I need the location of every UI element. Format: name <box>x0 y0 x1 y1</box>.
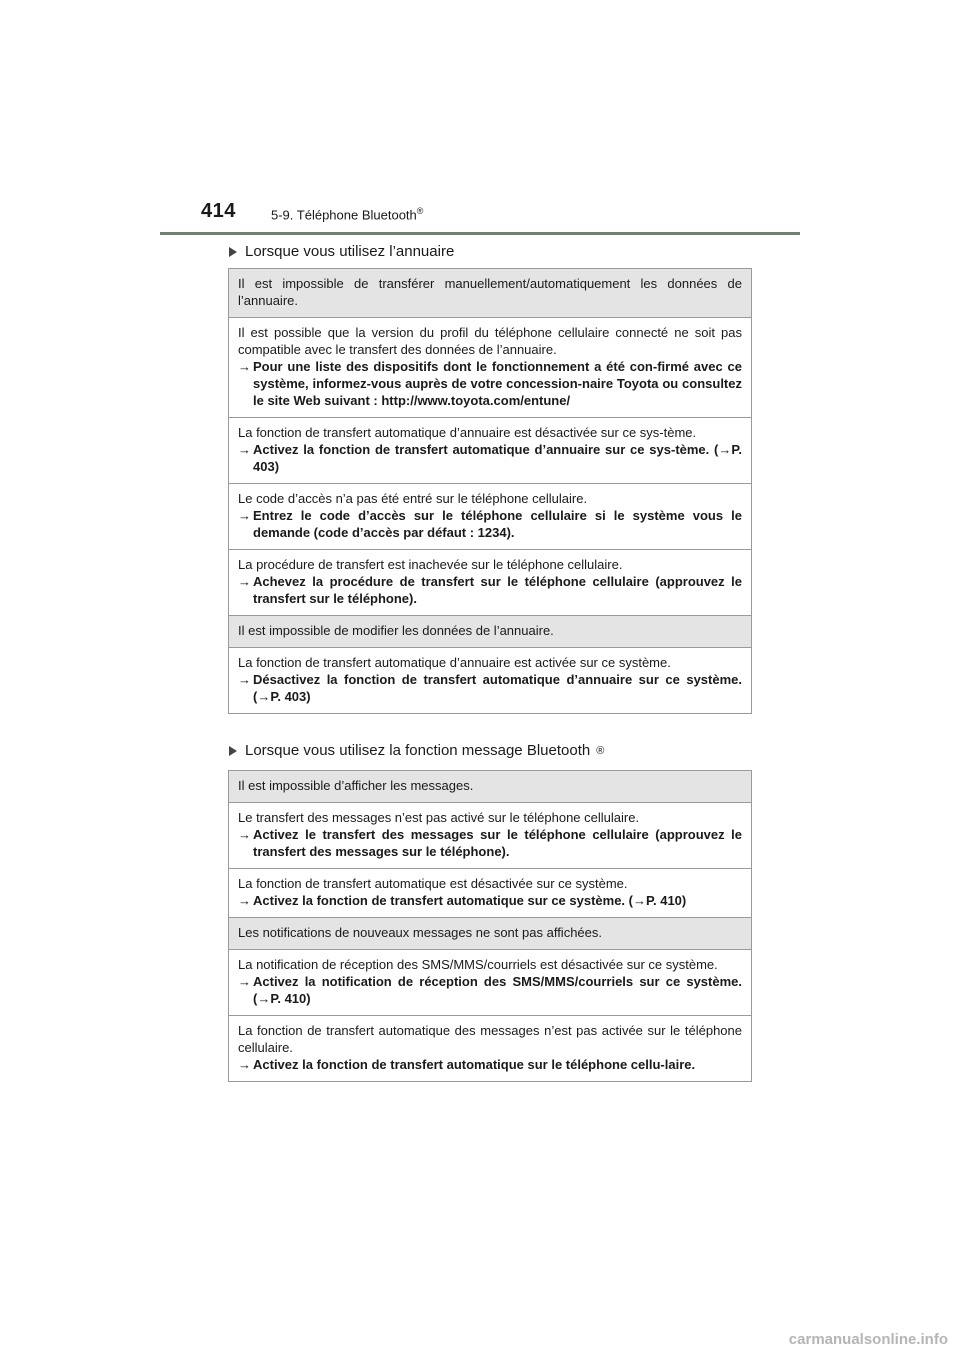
arrow-right-icon: → <box>257 991 271 1006</box>
subheading-text: Lorsque vous utilisez la fonction message Bluetooth <box>245 742 591 759</box>
cause-row <box>229 418 751 484</box>
cause-text: La fonction de transfert automatique d’annuaire est désactivée sur ce sys-tème. <box>238 425 697 440</box>
arrow-right-icon: → <box>238 893 251 908</box>
symptom-text: Il est impossible d’afficher les messages. <box>238 778 474 793</box>
cause-row <box>229 950 751 1016</box>
page-reference: P. 403) <box>253 442 742 474</box>
remedy-label: Pour une liste des dispositifs dont le fonctionnement a été con-firmé avec ce système, informez-vous auprès de votre concession-naire Toyota ou consultez le site Web suivant : http://www.toyota.com/entune/ <box>253 359 742 408</box>
arrow-right-icon: → <box>238 1057 251 1072</box>
symptom-row <box>229 771 751 803</box>
subheading-messages <box>229 742 604 759</box>
arrow-right-icon: → <box>238 442 251 457</box>
remedy-label: Désactivez la fonction de transfert automatique d’annuaire sur ce système. ( <box>253 672 742 704</box>
symptom-text: Les notifications de nouveaux messages ne sont pas affichées. <box>238 925 602 940</box>
arrow-right-icon: → <box>238 672 251 687</box>
registered-mark: ® <box>596 744 605 757</box>
cause-text: La fonction de transfert automatique des messages n’est pas activée sur le téléphone cellulaire. <box>238 1023 742 1055</box>
cause-text: La notification de réception des SMS/MMS/courriels est désactivée sur ce système. <box>238 957 718 972</box>
remedy-label: Activez la notification de réception des SMS/MMS/courriels sur ce système. ( <box>253 974 742 1006</box>
symptom-row <box>229 918 751 950</box>
remedy-text <box>238 507 742 541</box>
triangle-bullet-icon <box>229 247 237 257</box>
cause-text: Le transfert des messages n’est pas activé sur le téléphone cellulaire. <box>238 810 640 825</box>
remedy-label: Activez le transfert des messages sur le téléphone cellulaire (approuvez le transfert des messages sur le téléphone). <box>253 827 742 859</box>
page-reference: P. 410) <box>270 991 311 1006</box>
arrow-right-icon: → <box>718 442 732 457</box>
remedy-label: Activez la fonction de transfert automatique d’annuaire sur ce sys-tème. ( <box>253 442 719 457</box>
header-divider <box>160 232 800 235</box>
cause-row <box>229 318 751 418</box>
registered-mark: ® <box>416 206 424 216</box>
troubleshooting-table-phonebook <box>228 268 752 714</box>
remedy-text <box>238 441 742 475</box>
triangle-bullet-icon <box>229 746 237 756</box>
remedy-label: Activez la fonction de transfert automatique sur le téléphone cellu-laire. <box>253 1057 696 1072</box>
arrow-right-icon: → <box>238 508 251 523</box>
remedy-text <box>238 573 742 607</box>
cause-row <box>229 550 751 616</box>
arrow-right-icon: → <box>238 827 251 842</box>
remedy-label: Achevez la procédure de transfert sur le téléphone cellulaire (approuvez le transfert sur le téléphone). <box>253 574 742 606</box>
subheading-phonebook <box>229 243 454 260</box>
page-number: 414 <box>201 200 236 222</box>
remedy-text <box>238 973 742 1007</box>
remedy-text <box>238 1056 742 1073</box>
cause-row <box>229 1016 751 1082</box>
remedy-text <box>238 826 742 860</box>
remedy-text <box>238 892 742 909</box>
symptom-row <box>229 616 751 648</box>
subheading-text: Lorsque vous utilisez l’annuaire <box>245 243 455 260</box>
section-title-text: 5-9. Téléphone Bluetooth <box>271 207 417 223</box>
remedy-label: Activez la fonction de transfert automatique sur ce système. ( <box>253 893 633 908</box>
cause-text: La fonction de transfert automatique d’annuaire est activée sur ce système. <box>238 655 671 670</box>
arrow-right-icon: → <box>238 974 251 989</box>
arrow-right-icon: → <box>238 359 251 374</box>
cause-row <box>229 648 751 714</box>
cause-row <box>229 803 751 869</box>
cause-row <box>229 484 751 550</box>
watermark: carmanualsonline.info <box>788 1331 948 1348</box>
symptom-text: Il est impossible de modifier les données de l’annuaire. <box>238 623 554 638</box>
cause-row <box>229 869 751 918</box>
symptom-row <box>229 269 751 318</box>
symptom-text: Il est impossible de transférer manuellement/automatiquement les données de l’annuaire. <box>238 276 742 308</box>
arrow-right-icon: → <box>633 893 646 908</box>
remedy-label: Entrez le code d’accès sur le téléphone cellulaire si le système vous le demande (code d’accès par défaut : 1234). <box>253 508 742 540</box>
cause-text: La procédure de transfert est inachevée sur le téléphone cellulaire. <box>238 557 623 572</box>
page-reference: P. 403) <box>270 689 311 704</box>
cause-text: La fonction de transfert automatique est désactivée sur ce système. <box>238 876 628 891</box>
page-reference: P. 410) <box>646 893 687 908</box>
remedy-text <box>238 358 742 409</box>
arrow-right-icon: → <box>238 574 251 589</box>
cause-text: Le code d’accès n’a pas été entré sur le téléphone cellulaire. <box>238 491 588 506</box>
cause-text: Il est possible que la version du profil du téléphone cellulaire connecté ne soit pas compatible avec le transfert des données de l’annuaire. <box>238 325 742 357</box>
arrow-right-icon: → <box>257 689 271 704</box>
section-title <box>271 206 423 222</box>
remedy-text <box>238 671 742 705</box>
troubleshooting-table-messages <box>228 770 752 1082</box>
